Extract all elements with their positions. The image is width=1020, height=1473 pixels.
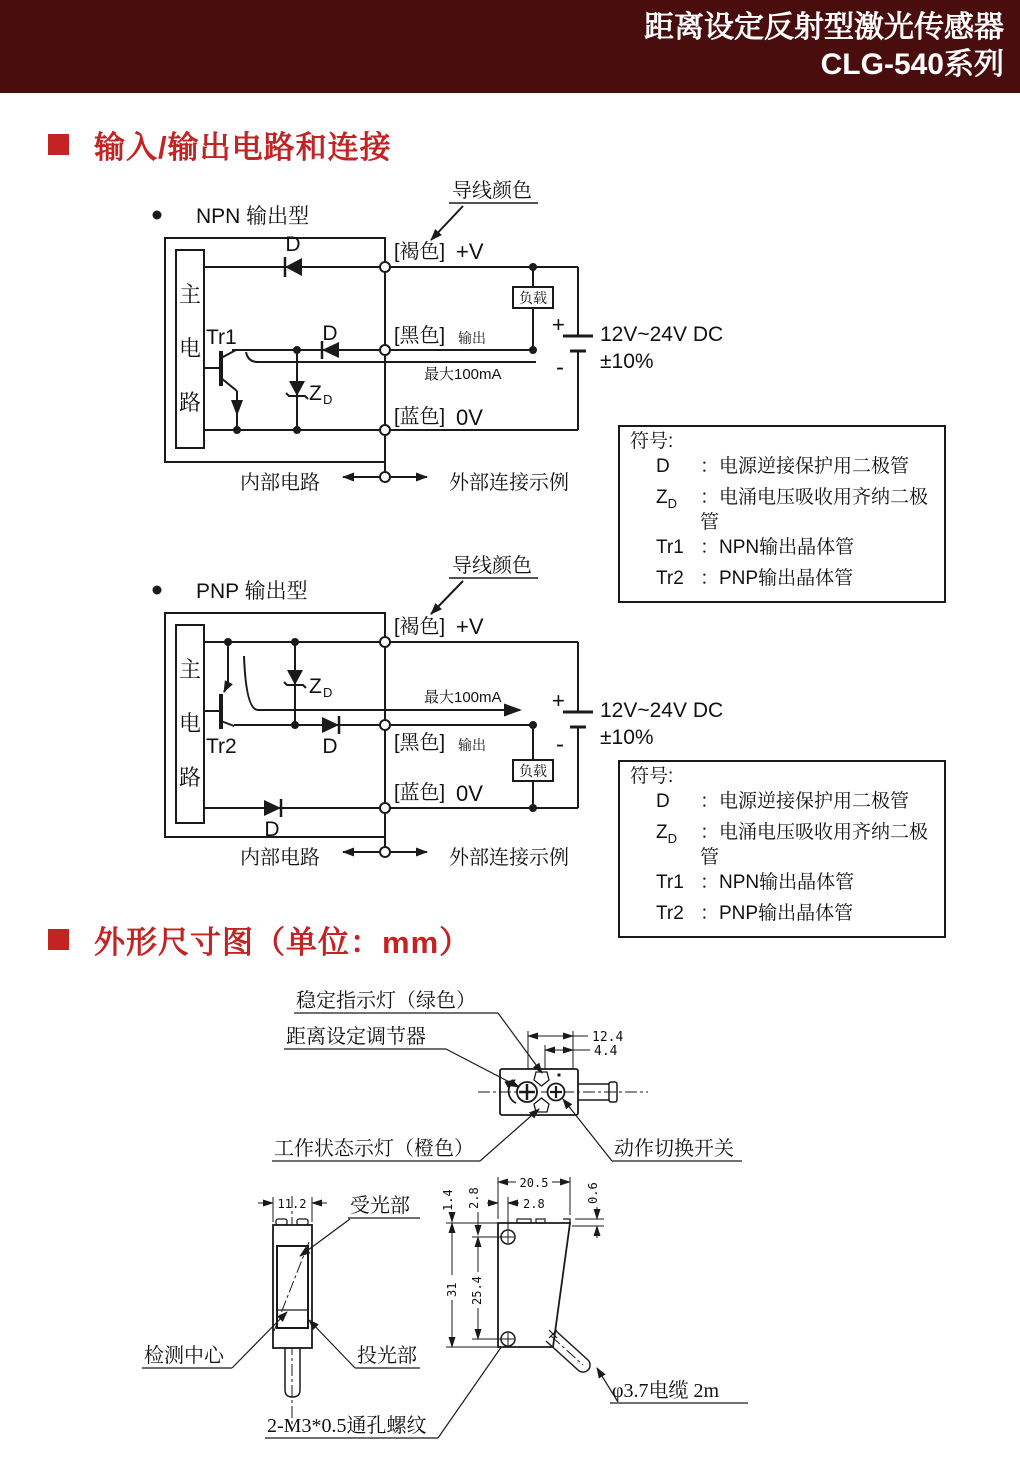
legend-row: Tr1 ：NPN输出晶体管	[656, 871, 855, 893]
pnp-external-label: 外部连接示例	[449, 847, 569, 869]
detection-center-label: 检测中心	[144, 1345, 224, 1367]
pnp-terminal-plus	[380, 637, 390, 647]
section-title-dim: 外形尺寸图（单位：mm）	[94, 925, 472, 960]
npn-zener-label: Z	[309, 382, 322, 405]
legend-row: Tr2 ：PNP输出晶体管	[656, 902, 854, 924]
pnp-terminal-output	[380, 720, 390, 730]
pnp-bullet-icon	[153, 586, 162, 595]
pnp-supply-label: 12V~24V DC	[600, 699, 724, 722]
side-view-drawing	[441, 1176, 604, 1372]
npn-main-char-1: 主	[178, 282, 202, 307]
legend-row: $Z_D$ ：电涌电压吸收用齐纳二极管	[656, 821, 929, 868]
npn-diode-top-label: D	[285, 233, 301, 256]
pnp-blue-label: [蓝色]	[394, 782, 446, 804]
npn-brown-label: [褐色]	[394, 241, 446, 263]
pnp-diode-bottom-label: D	[264, 818, 280, 841]
pnp-battery-icon	[563, 712, 593, 727]
dim-2-8a: 2.8	[467, 1187, 481, 1209]
pnp-boundary-arrow	[343, 837, 427, 857]
indicator-window-top	[534, 1072, 549, 1086]
pnp-tr-label: Tr2	[206, 735, 237, 758]
npn-0v-label: 0V	[456, 405, 483, 430]
header-title: 距离设定反射型激光传感器	[644, 11, 1004, 44]
npn-minus-label: -	[556, 354, 564, 381]
front-view-drawing	[258, 1196, 327, 1424]
legend-row: D ：电源逆接保护用二极管	[656, 456, 910, 477]
header-series: CLG-540系列	[820, 48, 1004, 81]
npn-terminal-plus	[380, 262, 390, 272]
npn-wire-color-label: 导线颜色	[452, 180, 532, 202]
dim-11-2: 11.2	[277, 1197, 307, 1211]
npn-battery-icon	[563, 336, 593, 351]
npn-load-label: 负载	[519, 290, 547, 306]
emitter-label: 投光部	[357, 1345, 417, 1367]
pnp-diode-mid-icon	[322, 716, 339, 734]
pnp-wire-color-label: 导线颜色	[452, 555, 532, 577]
npn-bullet-icon	[153, 211, 162, 220]
npn-plus-label: +	[552, 312, 565, 337]
mode-switch-label: 动作切换开关	[614, 1138, 734, 1160]
npn-terminal-0v	[380, 425, 390, 435]
dim-12-4: 12.4	[592, 1030, 624, 1045]
legend-row: D ：电源逆接保护用二极管	[656, 791, 910, 812]
cable-label: φ3.7电缆 2m	[612, 1380, 720, 1402]
dim-2-8b: 2.8	[523, 1197, 545, 1211]
pnp-main-char-1: 主	[178, 657, 202, 682]
pnp-plus-label: +	[552, 688, 565, 713]
section-bullet-icon	[48, 929, 69, 950]
npn-blue-label: [蓝色]	[394, 406, 446, 428]
legend-row: Tr2 ：PNP输出晶体管	[656, 567, 854, 589]
section-bullet-icon	[48, 134, 69, 155]
npn-transistor-icon	[204, 350, 237, 430]
dim-0-6: 0.6	[586, 1182, 600, 1204]
pnp-brown-label: [褐色]	[394, 616, 446, 638]
pnp-wire-color-callout	[431, 554, 538, 614]
pnp-plusv-label: +V	[456, 614, 484, 639]
pnp-tolerance-label: ±10%	[600, 726, 654, 749]
pnp-zener-sub-label: D	[323, 685, 333, 700]
pnp-output-label: 输出	[458, 737, 486, 753]
top-view-drawing	[478, 1030, 648, 1115]
thread-label: 2-M3*0.5通孔螺纹	[267, 1415, 427, 1437]
pnp-main-char-2: 电	[178, 711, 202, 736]
legend-row: Tr1 ：NPN输出晶体管	[656, 536, 855, 558]
npn-main-char-2: 电	[178, 336, 202, 361]
section-title-io: 输入/输出电路和连接	[94, 130, 392, 165]
section-dim	[48, 917, 471, 962]
symbol-legend-2	[618, 760, 946, 938]
npn-black-label: [黑色]	[394, 325, 446, 347]
npn-external-label: 外部连接示例	[449, 472, 569, 494]
page-header	[0, 0, 1020, 93]
side-view-callouts	[597, 1368, 748, 1403]
distance-adjuster-label: 距离设定调节器	[286, 1026, 426, 1048]
dim-1-4: 1.4	[441, 1189, 455, 1211]
pnp-terminal-0v	[380, 803, 390, 813]
pnp-diode-bottom-icon	[264, 799, 281, 817]
npn-tr-label: Tr1	[206, 326, 237, 349]
npn-output-label: 输出	[458, 330, 486, 346]
pnp-zener-icon	[284, 642, 306, 725]
legend-row: $Z_D$ ：电涌电压吸收用齐纳二极管	[656, 486, 929, 533]
pnp-black-label: [黑色]	[394, 732, 446, 754]
pnp-transistor-icon	[204, 642, 234, 729]
dim-31: 31	[445, 1282, 459, 1297]
dim-4-4: 4.4	[594, 1044, 618, 1059]
dim-25-4: 25.4	[470, 1276, 484, 1305]
indicator-window-bottom	[534, 1098, 549, 1112]
pnp-internal-label: 内部电路	[240, 847, 320, 869]
receiver-label: 受光部	[350, 1195, 410, 1217]
pnp-main-char-3: 路	[178, 765, 202, 790]
npn-diode-top-icon	[285, 257, 302, 277]
npn-wire-color-callout	[431, 179, 538, 240]
npn-supply-label: 12V~24V DC	[600, 323, 724, 346]
npn-zener-sub-label: D	[323, 392, 333, 407]
pnp-load-label: 负载	[519, 763, 547, 779]
legend-title: 符号:	[630, 431, 674, 452]
dim-20-5: 20.5	[519, 1176, 549, 1190]
npn-boundary-arrow	[343, 462, 427, 482]
pnp-diode-mid-label: D	[322, 735, 338, 758]
dimension-drawings	[130, 975, 960, 1450]
npn-diode-mid-label: D	[322, 322, 338, 345]
pnp-zener-label: Z	[309, 675, 322, 698]
stability-led-label: 稳定指示灯（绿色）	[296, 990, 476, 1012]
legend-title: 符号:	[630, 766, 674, 787]
operation-led-label: 工作状态示灯（橙色）	[274, 1138, 474, 1160]
npn-terminal-output	[380, 345, 390, 355]
pnp-type-label: PNP 输出型	[196, 580, 308, 603]
npn-internal-label: 内部电路	[240, 472, 320, 494]
npn-main-char-3: 路	[178, 390, 202, 415]
top-view-callouts	[272, 989, 742, 1161]
pnp-minus-label: -	[556, 731, 564, 758]
npn-plusv-label: +V	[456, 239, 484, 264]
section-io	[48, 122, 392, 167]
pnp-0v-label: 0V	[456, 781, 483, 806]
pnp-max-current-label: 最大100mA	[424, 689, 502, 706]
front-view-callouts	[142, 1194, 502, 1438]
npn-type-label: NPN 输出型	[196, 205, 310, 228]
npn-max-current-label: 最大100mA	[424, 366, 502, 383]
npn-tolerance-label: ±10%	[600, 350, 654, 373]
